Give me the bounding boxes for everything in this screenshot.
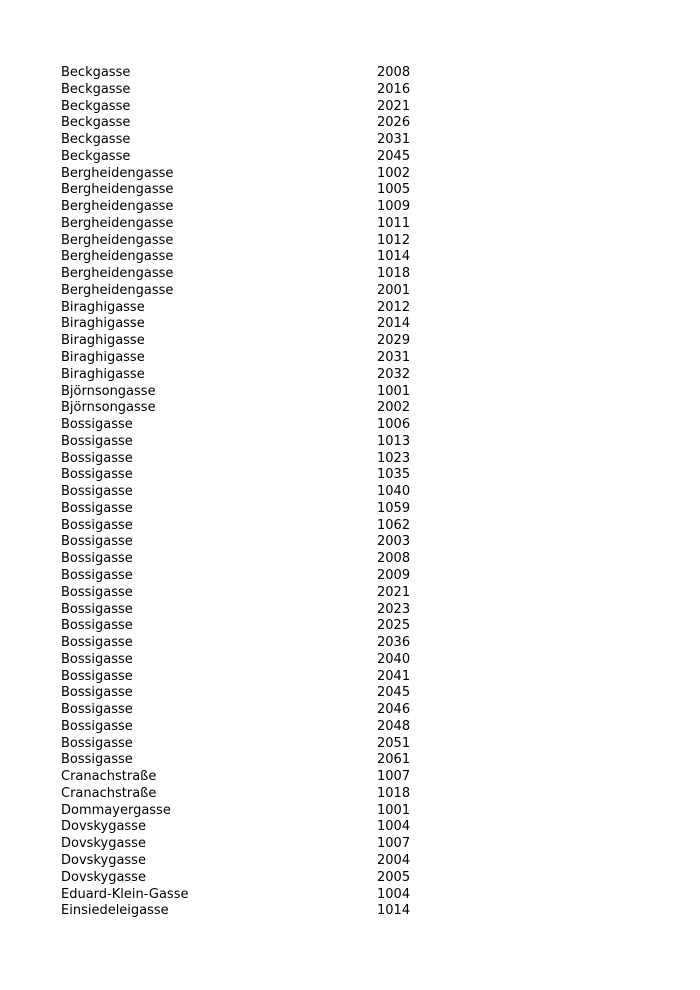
street-code: 2032: [377, 366, 411, 382]
street-name: Bossigasse: [61, 702, 133, 718]
street-code: 2004: [377, 852, 411, 868]
list-row: [61, 652, 481, 669]
street-name: Bossigasse: [61, 635, 133, 651]
list-row: [61, 333, 481, 350]
list-row: [61, 249, 481, 266]
list-row: [61, 887, 481, 904]
list-row: [61, 719, 481, 736]
list-row: [61, 518, 481, 535]
list-row: [61, 702, 481, 719]
street-code: 2025: [377, 618, 411, 634]
street-name: Biraghigasse: [61, 299, 145, 315]
street-name: Bergheidengasse: [61, 232, 174, 248]
street-code: 1023: [377, 450, 411, 466]
list-row: [61, 115, 481, 132]
list-row: [61, 400, 481, 417]
street-code: 2048: [377, 718, 411, 734]
street-code: 2021: [377, 98, 411, 114]
street-code: 2026: [377, 115, 411, 131]
list-row: [61, 266, 481, 283]
list-row: [61, 283, 481, 300]
list-row: [61, 836, 481, 853]
street-code: 2045: [377, 685, 411, 701]
list-row: [61, 769, 481, 786]
street-code: 1059: [377, 500, 411, 516]
street-code: 1011: [377, 215, 411, 231]
street-name: Bossigasse: [61, 735, 133, 751]
street-code: 1014: [377, 249, 411, 265]
street-code: 2002: [377, 400, 411, 416]
street-name: Eduard-Klein-Gasse: [61, 886, 189, 902]
list-row: [61, 216, 481, 233]
street-code: 2008: [377, 65, 411, 80]
street-code: 1018: [377, 785, 411, 801]
list-row: [61, 132, 481, 149]
street-code: 2046: [377, 702, 411, 718]
street-name: Dovskygasse: [61, 836, 146, 852]
street-name: Bossigasse: [61, 484, 133, 500]
street-name: Björnsongasse: [61, 383, 156, 399]
list-row: [61, 736, 481, 753]
street-name: Beckgasse: [61, 81, 131, 97]
street-name: Dommayergasse: [61, 802, 171, 818]
street-name: Bergheidengasse: [61, 266, 174, 282]
street-name: Bossigasse: [61, 534, 133, 550]
street-code: 1004: [377, 886, 411, 902]
street-name: Biraghigasse: [61, 366, 145, 382]
street-code: 2029: [377, 333, 411, 349]
street-name: Bossigasse: [61, 685, 133, 701]
street-code: 2036: [377, 635, 411, 651]
street-name: Bossigasse: [61, 601, 133, 617]
street-name: Biraghigasse: [61, 333, 145, 349]
street-name: Bergheidengasse: [61, 199, 174, 215]
list-row: [61, 384, 481, 401]
street-code: 1005: [377, 182, 411, 198]
street-name: Bergheidengasse: [61, 182, 174, 198]
street-name: Bergheidengasse: [61, 215, 174, 231]
street-name: Cranachstraße: [61, 785, 157, 801]
list-row: [61, 585, 481, 602]
list-row: [61, 467, 481, 484]
street-name: Bossigasse: [61, 417, 133, 433]
street-name: Bossigasse: [61, 551, 133, 567]
street-code: 1004: [377, 819, 411, 835]
street-code: 2041: [377, 668, 411, 684]
list-row: [61, 786, 481, 803]
list-row: [61, 752, 481, 769]
street-name: Bossigasse: [61, 618, 133, 634]
street-name: Bossigasse: [61, 718, 133, 734]
street-code: 1009: [377, 199, 411, 215]
list-row: [61, 233, 481, 250]
street-code: 1002: [377, 165, 411, 181]
street-name: Beckgasse: [61, 132, 131, 148]
street-name: Bergheidengasse: [61, 249, 174, 265]
list-row: [61, 451, 481, 468]
street-code: 2061: [377, 752, 411, 768]
street-name: Dovskygasse: [61, 852, 146, 868]
street-name: Biraghigasse: [61, 316, 145, 332]
street-code: 2051: [377, 735, 411, 751]
list-row: [61, 870, 481, 887]
street-code: 1040: [377, 484, 411, 500]
street-name: Beckgasse: [61, 115, 131, 131]
list-row: [61, 484, 481, 501]
street-name: Bossigasse: [61, 450, 133, 466]
street-code: 1035: [377, 467, 411, 483]
street-name: Bergheidengasse: [61, 165, 174, 181]
street-name: Bossigasse: [61, 500, 133, 516]
list-row: [61, 82, 481, 99]
street-name: Bossigasse: [61, 752, 133, 768]
list-row: [61, 99, 481, 116]
street-name: Bossigasse: [61, 651, 133, 667]
street-code: 1006: [377, 417, 411, 433]
street-name: Bossigasse: [61, 433, 133, 449]
street-code: 1007: [377, 769, 411, 785]
list-row: [61, 367, 481, 384]
list-row: [61, 166, 481, 183]
list-row: [61, 602, 481, 619]
street-name: Beckgasse: [61, 65, 131, 80]
street-name: Bossigasse: [61, 517, 133, 533]
street-name: Einsiedeleigasse: [61, 903, 169, 919]
list-row: [61, 149, 481, 166]
list-row: [61, 300, 481, 317]
street-name: Beckgasse: [61, 148, 131, 164]
list-row: [61, 568, 481, 585]
list-row: [61, 417, 481, 434]
street-code-list: [61, 65, 481, 920]
list-row: [61, 534, 481, 551]
list-row: [61, 669, 481, 686]
street-code: 2003: [377, 534, 411, 550]
list-row: [61, 65, 481, 82]
list-row: [61, 635, 481, 652]
street-name: Biraghigasse: [61, 350, 145, 366]
street-code: 2012: [377, 299, 411, 315]
street-name: Cranachstraße: [61, 769, 157, 785]
list-row: [61, 819, 481, 836]
list-row: [61, 803, 481, 820]
street-code: 2040: [377, 651, 411, 667]
list-row: [61, 316, 481, 333]
street-name: Bergheidengasse: [61, 282, 174, 298]
street-code: 2001: [377, 282, 411, 298]
street-code: 2045: [377, 148, 411, 164]
street-code: 2021: [377, 584, 411, 600]
street-code: 2016: [377, 81, 411, 97]
list-row: [61, 853, 481, 870]
street-code: 2023: [377, 601, 411, 617]
street-code: 2031: [377, 350, 411, 366]
street-code: 2008: [377, 551, 411, 567]
street-name: Beckgasse: [61, 98, 131, 114]
street-code: 2005: [377, 869, 411, 885]
street-name: Bossigasse: [61, 668, 133, 684]
street-name: Bossigasse: [61, 567, 133, 583]
list-row: [61, 199, 481, 216]
street-code: 1014: [377, 903, 411, 919]
list-row: [61, 434, 481, 451]
street-name: Dovskygasse: [61, 819, 146, 835]
street-code: 2009: [377, 567, 411, 583]
list-row: [61, 501, 481, 518]
street-code: 1018: [377, 266, 411, 282]
street-code: 1012: [377, 232, 411, 248]
street-code: 1007: [377, 836, 411, 852]
list-row: [61, 182, 481, 199]
street-code: 1001: [377, 383, 411, 399]
list-row: [61, 685, 481, 702]
street-code: 1013: [377, 433, 411, 449]
street-code: 1001: [377, 802, 411, 818]
street-code: 2014: [377, 316, 411, 332]
street-code: 2031: [377, 132, 411, 148]
list-row: [61, 350, 481, 367]
list-row: [61, 618, 481, 635]
street-name: Bossigasse: [61, 467, 133, 483]
list-row: [61, 903, 481, 920]
street-name: Björnsongasse: [61, 400, 156, 416]
list-row: [61, 551, 481, 568]
street-name: Bossigasse: [61, 584, 133, 600]
street-name: Dovskygasse: [61, 869, 146, 885]
street-code: 1062: [377, 517, 411, 533]
